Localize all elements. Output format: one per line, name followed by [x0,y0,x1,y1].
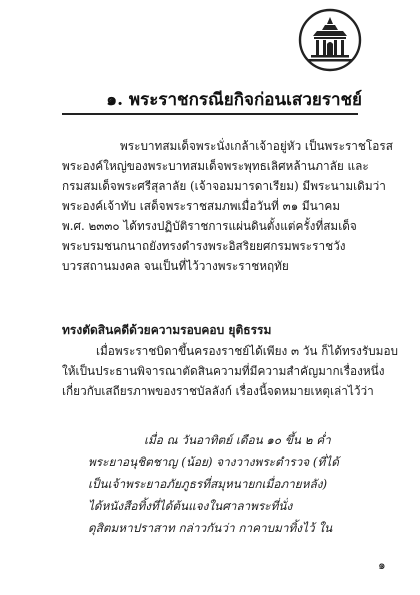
paragraph-line: บวรสถานมงคล จนเป็นที่ไว้วางพระราชหฤทัย [62,259,289,273]
paragraph-line: กรมสมเด็จพระศรีสุลาลัย (เจ้าจอมมารดาเรียม) มีพระนามเดิมว่า [62,179,386,193]
intro-paragraph [62,136,393,276]
paragraph-line: เกี่ยวกับเสถียรภาพของราชบัลลังก์ เรื่องนี้จดหมายเหตุเล่าไว้ว่า [62,384,374,398]
section-paragraph [62,341,399,401]
quote-line: เมื่อ ณ วันอาทิตย์ เดือน ๑๐ ขึ้น ๒ ค่ำ [144,433,331,447]
paragraph-line: พระองค์ใหญ่ของพระบาทสมเด็จพระพุทธเลิศหล้านภาลัย และ [62,159,369,173]
quote-line: ดุสิตมหาปราสาท กล่าวกันว่า กาคาบมาทิ้งไว้ ใน [88,521,333,535]
paragraph-line: ให้เป็นประธานพิจารณาตัดสินความที่มีความสำคัญมากเรื่องหนึ่ง [62,364,385,378]
quote-line: พระยาอนุชิตชาญ (น้อย) จางวางพระตำรวจ (ที่ได้ [88,455,339,469]
paragraph-line: พระบาทสมเด็จพระนั่งเกล้าเจ้าอยู่หัว เป็นพระราชโอรส [120,139,393,153]
paragraph-line: เมื่อพระราชบิดาขึ้นครองราชย์ได้เพียง ๓ วัน ก็ได้ทรงรับมอบ [96,344,399,358]
paragraph-line: พระองค์เจ้าทับ เสด็จพระราชสมภพเมื่อวันที่ ๓๑ มีนาคม [62,199,341,213]
title-underline [62,113,358,115]
paragraph-line: พระบรมชนกนาถยังทรงดำรงพระอิสริยยศกรมพระราชวัง [62,239,346,253]
royal-pavilion-emblem-icon [298,8,362,72]
paragraph-line: พ.ศ. ๒๓๓๐ ได้ทรงปฏิบัติราชการแผ่นดินตั้งแต่ครั้งที่สมเด็จ [62,219,357,233]
section-heading: ทรงตัดสินคดีด้วยความรอบคอบ ยุติธรรม [62,323,272,337]
chronicle-quote [88,429,354,539]
quote-line: ได้หนังสือทิ้งที่ได้ต้นแจงในศาลาพระที่นั่ง [88,499,293,513]
page-number: ๑ [378,558,386,572]
chapter-title: ๑. พระราชกรณียกิจก่อนเสวยราชย์ [106,90,362,110]
quote-line: เป็นเจ้าพระยาอภัยภูธรที่สมุหนายกเมื่อภายหลัง) [88,477,328,491]
